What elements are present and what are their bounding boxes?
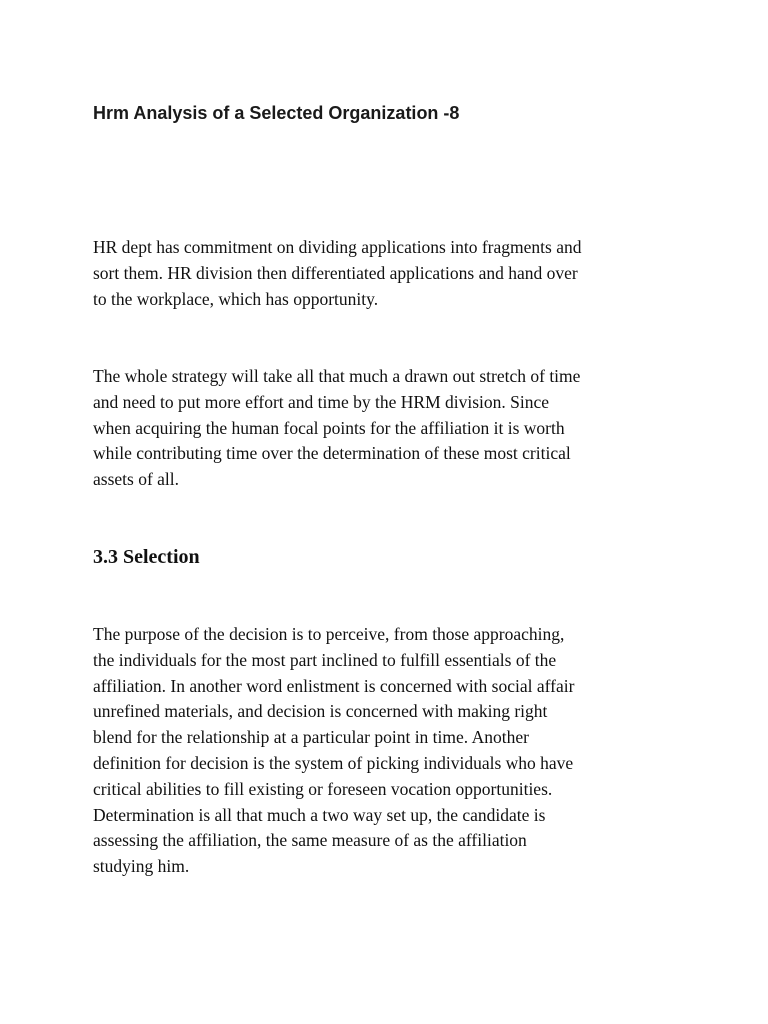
text-line: to the workplace, which has opportunity. [93,288,379,309]
text-line: definition for decision is the system of picking individuals who have [93,752,574,773]
text-line: The whole strategy will take all that much a drawn out stretch of time [93,366,581,386]
text-line: when acquiring the human focal points for the affiliation it is worth [93,417,565,438]
text-line: while contributing time over the determination of these most critical [93,443,571,464]
document-title: Hrm Analysis of a Selected Organization -8 [93,103,460,123]
section-heading-selection: 3.3 Selection [93,546,200,568]
paragraph-strategy [93,364,580,493]
text-line: studying him. [93,856,190,877]
text-line: Determination is all that much a two way set up, the candidate is [93,804,546,825]
text-line: affiliation. In another word enlistment is concerned with social affair [93,675,575,696]
text-line: sort them. HR division then differentiated applications and hand over [93,262,578,283]
paragraph-hr-dept [93,235,581,312]
text-line: and need to put more effort and time by the HRM division. Since [93,391,550,412]
text-line: unrefined materials, and decision is concerned with making right [93,701,548,722]
text-line: assessing the affiliation, the same measure of as the affiliation [93,830,527,851]
text-line: blend for the relationship at a particular point in time. Another [93,727,529,748]
text-line: HR dept has commitment on dividing applications into fragments and [93,237,582,257]
text-line: The purpose of the decision is to perceive, from those approaching, [93,624,565,644]
paragraph-selection [93,622,574,880]
text-line: assets of all. [93,469,180,490]
text-line: the individuals for the most part inclined to fulfill essentials of the [93,649,557,670]
text-line: critical abilities to fill existing or foreseen vocation opportunities. [93,778,553,799]
